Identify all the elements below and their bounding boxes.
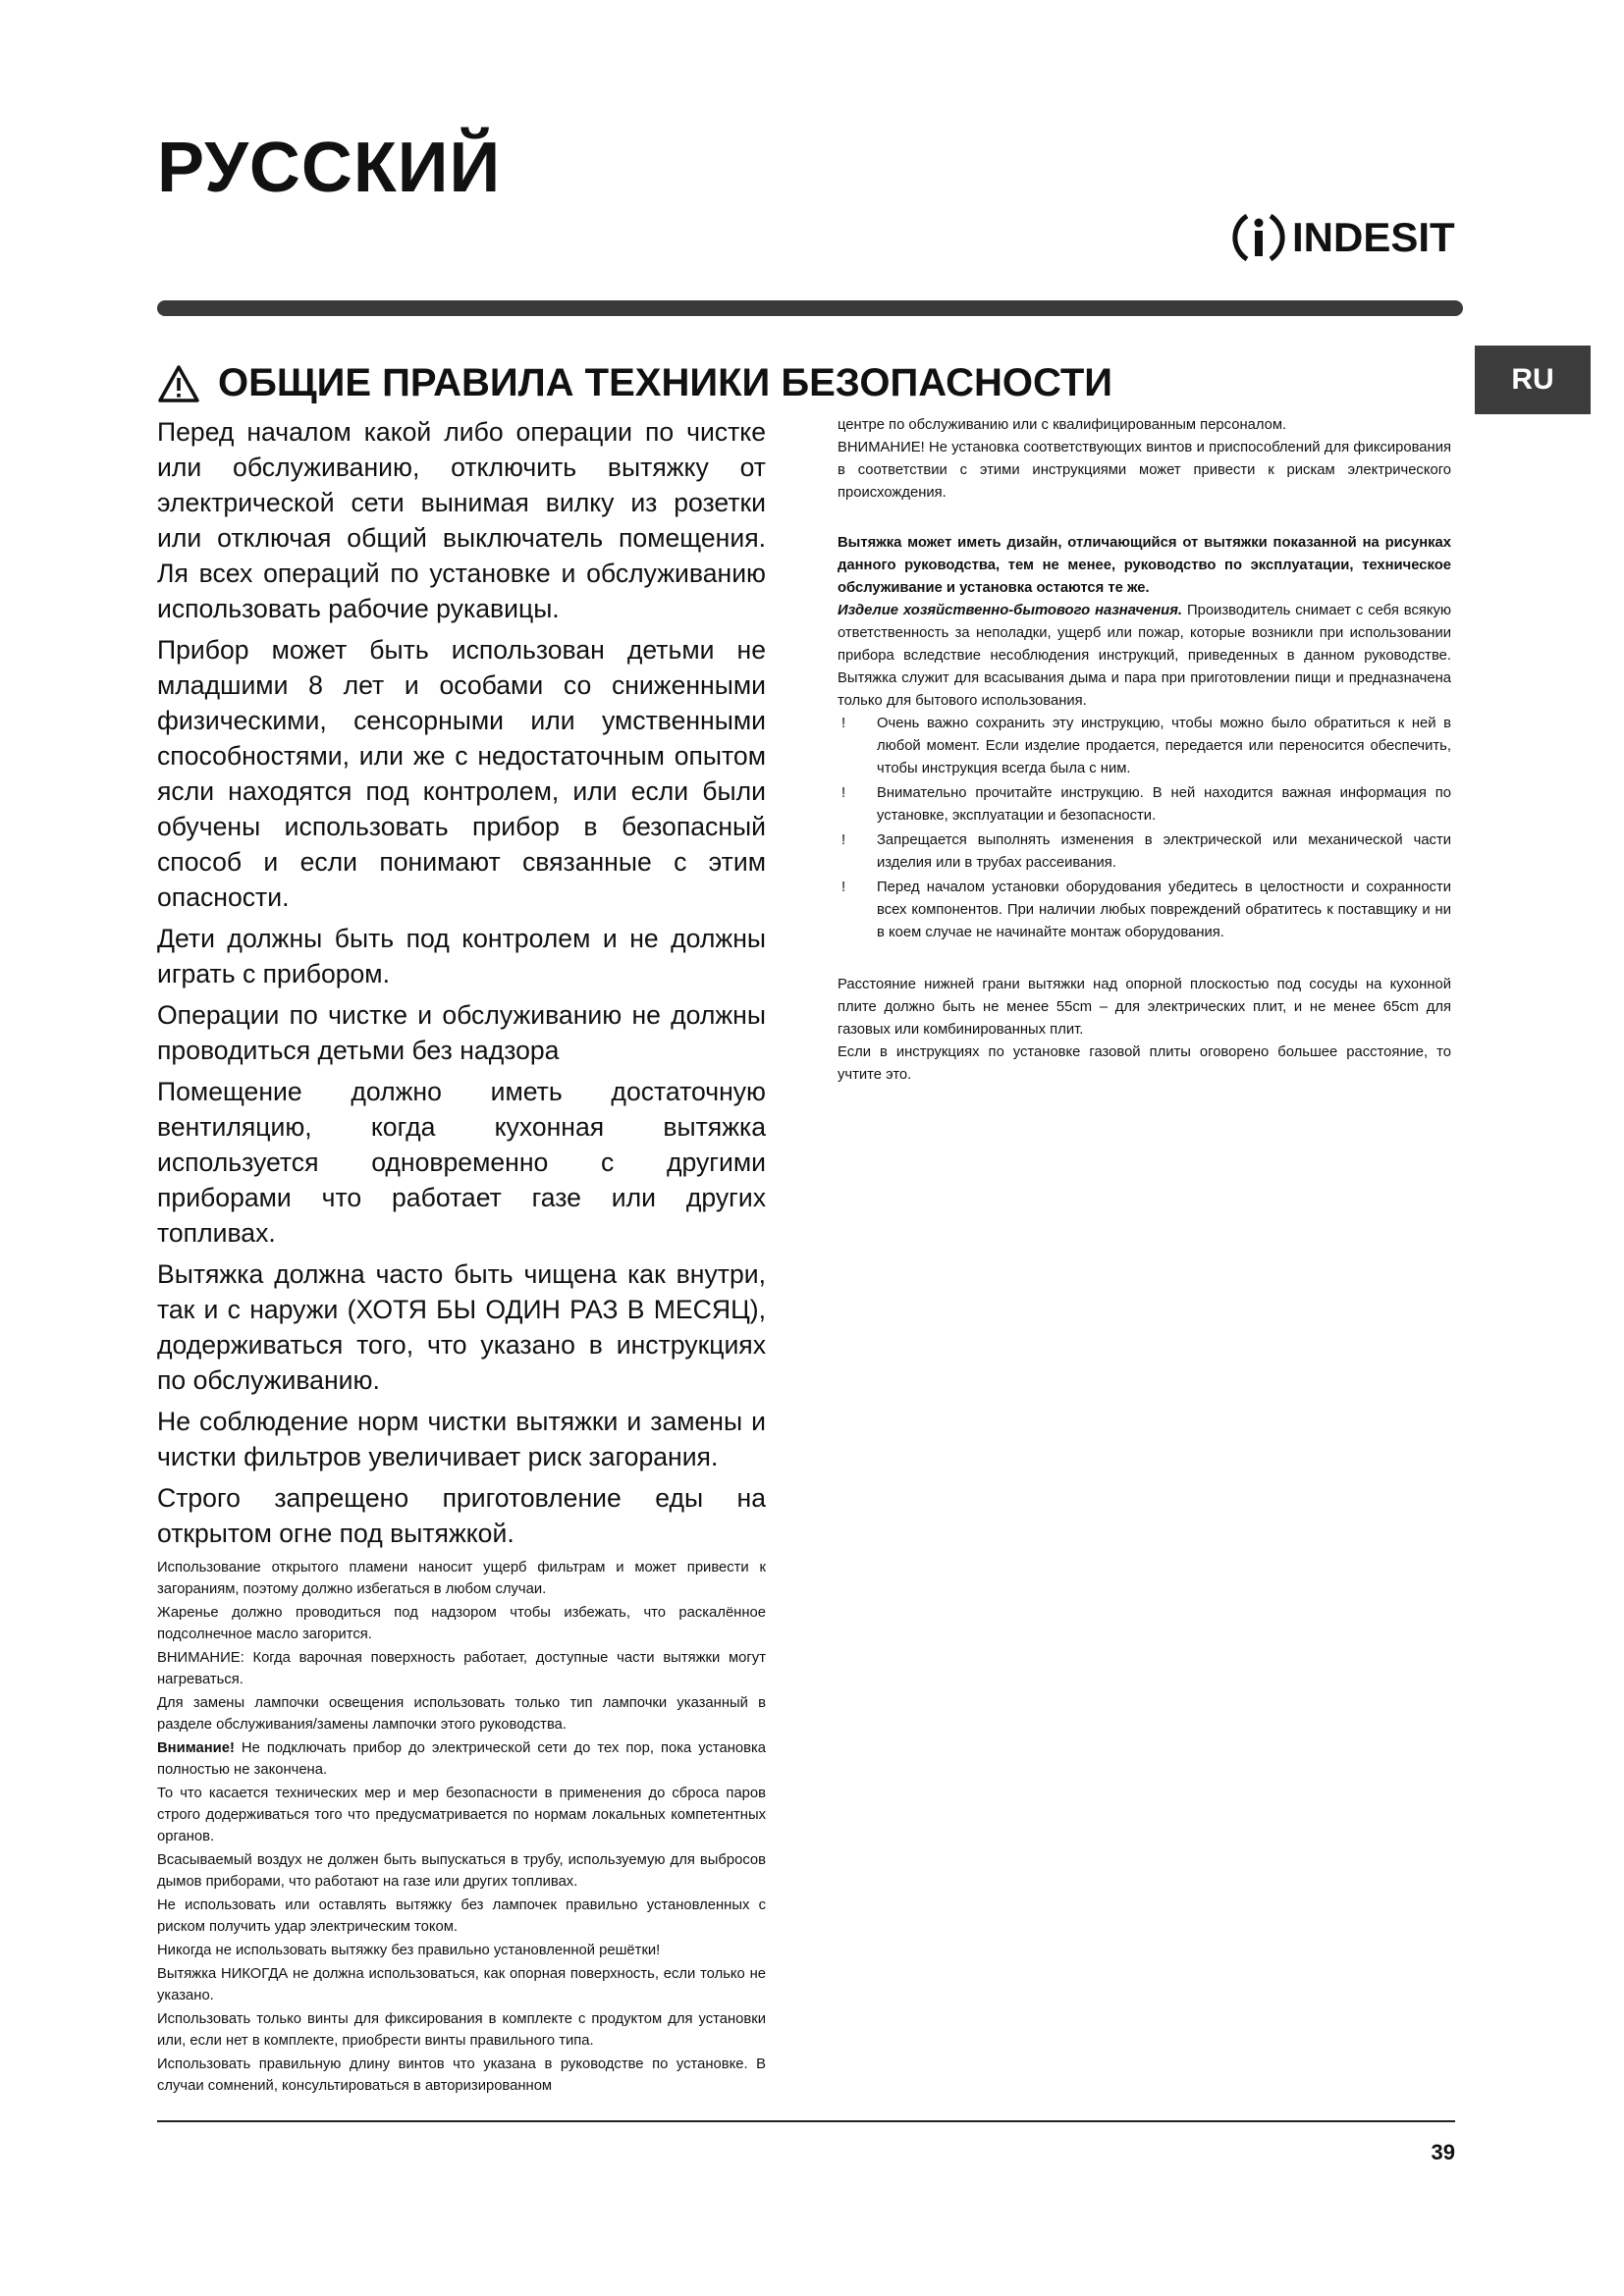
paragraph: Дети должны быть под контролем и не должны играть с прибором. xyxy=(157,924,766,988)
warning-paragraph xyxy=(157,1737,766,1781)
paragraph: ВНИМАНИЕ: Когда варочная поверхность работает, доступные части вытяжки могут нагреваться. xyxy=(157,1650,766,1687)
list-item: ! Перед началом установки оборудования убедитесь в целостности и сохранности всех компонентов. При наличии любых повреждений обратитесь к поставщику и ни в коем случае не начинайте монтаж оборудования. xyxy=(838,877,1451,944)
header-divider xyxy=(157,300,1463,316)
paragraph: Использование открытого пламени наносит ущерб фильтрам и может привести к загораниям, поэтому должно избегаться в любом случаи. xyxy=(157,1560,766,1597)
exclamation-icon: ! xyxy=(841,832,846,848)
language-tab: RU xyxy=(1475,346,1591,414)
section-title-text: ОБЩИЕ ПРАВИЛА ТЕХНИКИ БЕЗОПАСНОСТИ xyxy=(218,361,1113,404)
household-paragraph xyxy=(838,600,1451,713)
logo-wordmark: INDESIT xyxy=(1292,214,1455,260)
paragraph: Жаренье должно проводиться под надзором чтобы избежать, что раскалённое подсолнечное масло загорится. xyxy=(157,1605,766,1642)
paragraph: Строго запрещено приготовление еды на открытом огне под вытяжкой. xyxy=(157,1483,766,1548)
footer-divider xyxy=(157,2120,1455,2122)
list-item: ! Внимательно прочитайте инструкцию. В ней находится важная информация по установке, эксплуатации и безопасности. xyxy=(838,782,1451,828)
warning-text: Не подключать прибор до электрической сети до тех пор, пока установка полностью не закончена. xyxy=(157,1740,766,1778)
paragraph: Вытяжка должна часто быть чищена как внутри, так и с наружи (ХОТЯ БЫ ОДИН РАЗ В МЕСЯЦ), додерживаться того, что указано в инструкциях по обслуживанию. xyxy=(157,1259,766,1395)
notes-list xyxy=(838,713,1451,944)
paragraph: То что касается технических мер и мер безопасности в применения до сброса паров строго додерживаться того что предусматривается по нормам локальных компетентных органов. xyxy=(157,1786,766,1844)
household-text: Производитель снимает с себя всякую ответственность за неполадки, ущерб или пожар, которые возникли при использовании прибора вследствие несоблюдения инструкций, приведенных в данном руководстве. Вытяжка служит для всасывания дыма и пара при приготовлении пищи и предназначена только для бытового использования. xyxy=(838,603,1451,709)
paragraph: Не соблюдение норм чистки вытяжки и замены и чистки фильтров увеличивает риск загорания. xyxy=(157,1407,766,1471)
safety-rules-small xyxy=(157,1557,766,2097)
paragraph: Расстояние нижней грани вытяжки над опорной плоскостью под сосуды на кухонной плите должно быть не менее 55cm – для электрических плит, и не менее 65cm для газовых или комбинированных плит. xyxy=(838,977,1451,1038)
paragraph: ВНИМАНИЕ! Не установка соответствующих винтов и приспособлений для фиксирования в соответствии с этими инструкциями может привести к рискам электрического происхождения. xyxy=(838,440,1451,501)
warning-triangle-icon xyxy=(157,364,200,403)
brand-logo xyxy=(1229,208,1455,267)
paragraph: Для замены лампочки освещения использовать только тип лампочки указанный в разделе обслуживания/замены лампочки этого руководства. xyxy=(157,1695,766,1733)
page-number: 39 xyxy=(1431,2140,1455,2164)
safety-rules-large xyxy=(157,414,766,1551)
list-item: ! Очень важно сохранить эту инструкцию, чтобы можно было обратиться к ней в любой момент. Если изделие продается, передается или переносится обеспечить, чтобы инструкция всегда была с ним. xyxy=(838,713,1451,780)
exclamation-icon: ! xyxy=(841,716,846,731)
paragraph: Перед началом какой либо операции по чистке или обслуживанию, отключить вытяжку от электрической сети вынимая вилку из розетки или отключая общий выключатель помещения. Ля всех операций по установке и обслуживанию использовать рабочие рукавицы. xyxy=(157,417,766,623)
right-column xyxy=(838,414,1451,1087)
paragraph: Не использовать или оставлять вытяжку без лампочек правильно установленных с риском получить удар электрическим током. xyxy=(157,1897,766,1935)
paragraph: Операции по чистке и обслуживанию не должны проводиться детьми без надзора xyxy=(157,1000,766,1065)
list-item: ! Запрещается выполнять изменения в электрической или механической части изделия или в трубах рассеивания. xyxy=(838,829,1451,875)
paragraph: Никогда не использовать вытяжку без правильно установленной решётки! xyxy=(157,1943,661,1958)
paragraph: Использовать правильную длину винтов что указана в руководстве по установке. В случаи сомнений, консультироваться в авторизированном xyxy=(157,2056,766,2094)
left-column xyxy=(157,414,766,2099)
household-label: Изделие хозяйственно-бытового назначения. xyxy=(838,603,1183,618)
exclamation-icon: ! xyxy=(841,880,846,895)
language-title: РУССКИЙ xyxy=(157,129,502,207)
warning-label: Внимание! xyxy=(157,1740,235,1756)
exclamation-icon: ! xyxy=(841,785,846,801)
indesit-logo-icon xyxy=(1229,208,1288,267)
section-title xyxy=(157,361,1112,405)
paragraph: центре по обслуживанию или с квалифицированным персоналом. xyxy=(838,417,1287,433)
paragraph: Использовать только винты для фиксирования в комплекте с продуктом для установки или, если нет в комплекте, приобрести винты правильного типа. xyxy=(157,2011,766,2049)
paragraph: Помещение должно иметь достаточную вентиляцию, когда кухонная вытяжка используется одновременно с другими приборами что работает газе или других топливах. xyxy=(157,1077,766,1248)
paragraph: Вытяжка НИКОГДА не должна использоваться, как опорная поверхность, если только не указано. xyxy=(157,1966,766,2003)
paragraph: Прибор может быть использован детьми не младшими 8 лет и особами со сниженными физическими, сенсорными или умственными способностями, или же с недостаточным опытом ясли находятся под контролем, или если были обучены использовать прибор в безопасный способ и если понимают связанные с этим опасности. xyxy=(157,635,766,912)
design-notice: Вытяжка может иметь дизайн, отличающийся от вытяжки показанной на рисунках данного руководства, тем не менее, руководство по эксплуатации, техническое обслуживание и установка остаются те же. xyxy=(838,535,1451,596)
paragraph: Всасываемый воздух не должен быть выпускаться в трубу, используемую для выбросов дымов приборами, что работают на газе или других топливах. xyxy=(157,1852,766,1890)
paragraph: Если в инструкциях по установке газовой плиты оговорено большее расстояние, то учтите это. xyxy=(838,1044,1451,1083)
